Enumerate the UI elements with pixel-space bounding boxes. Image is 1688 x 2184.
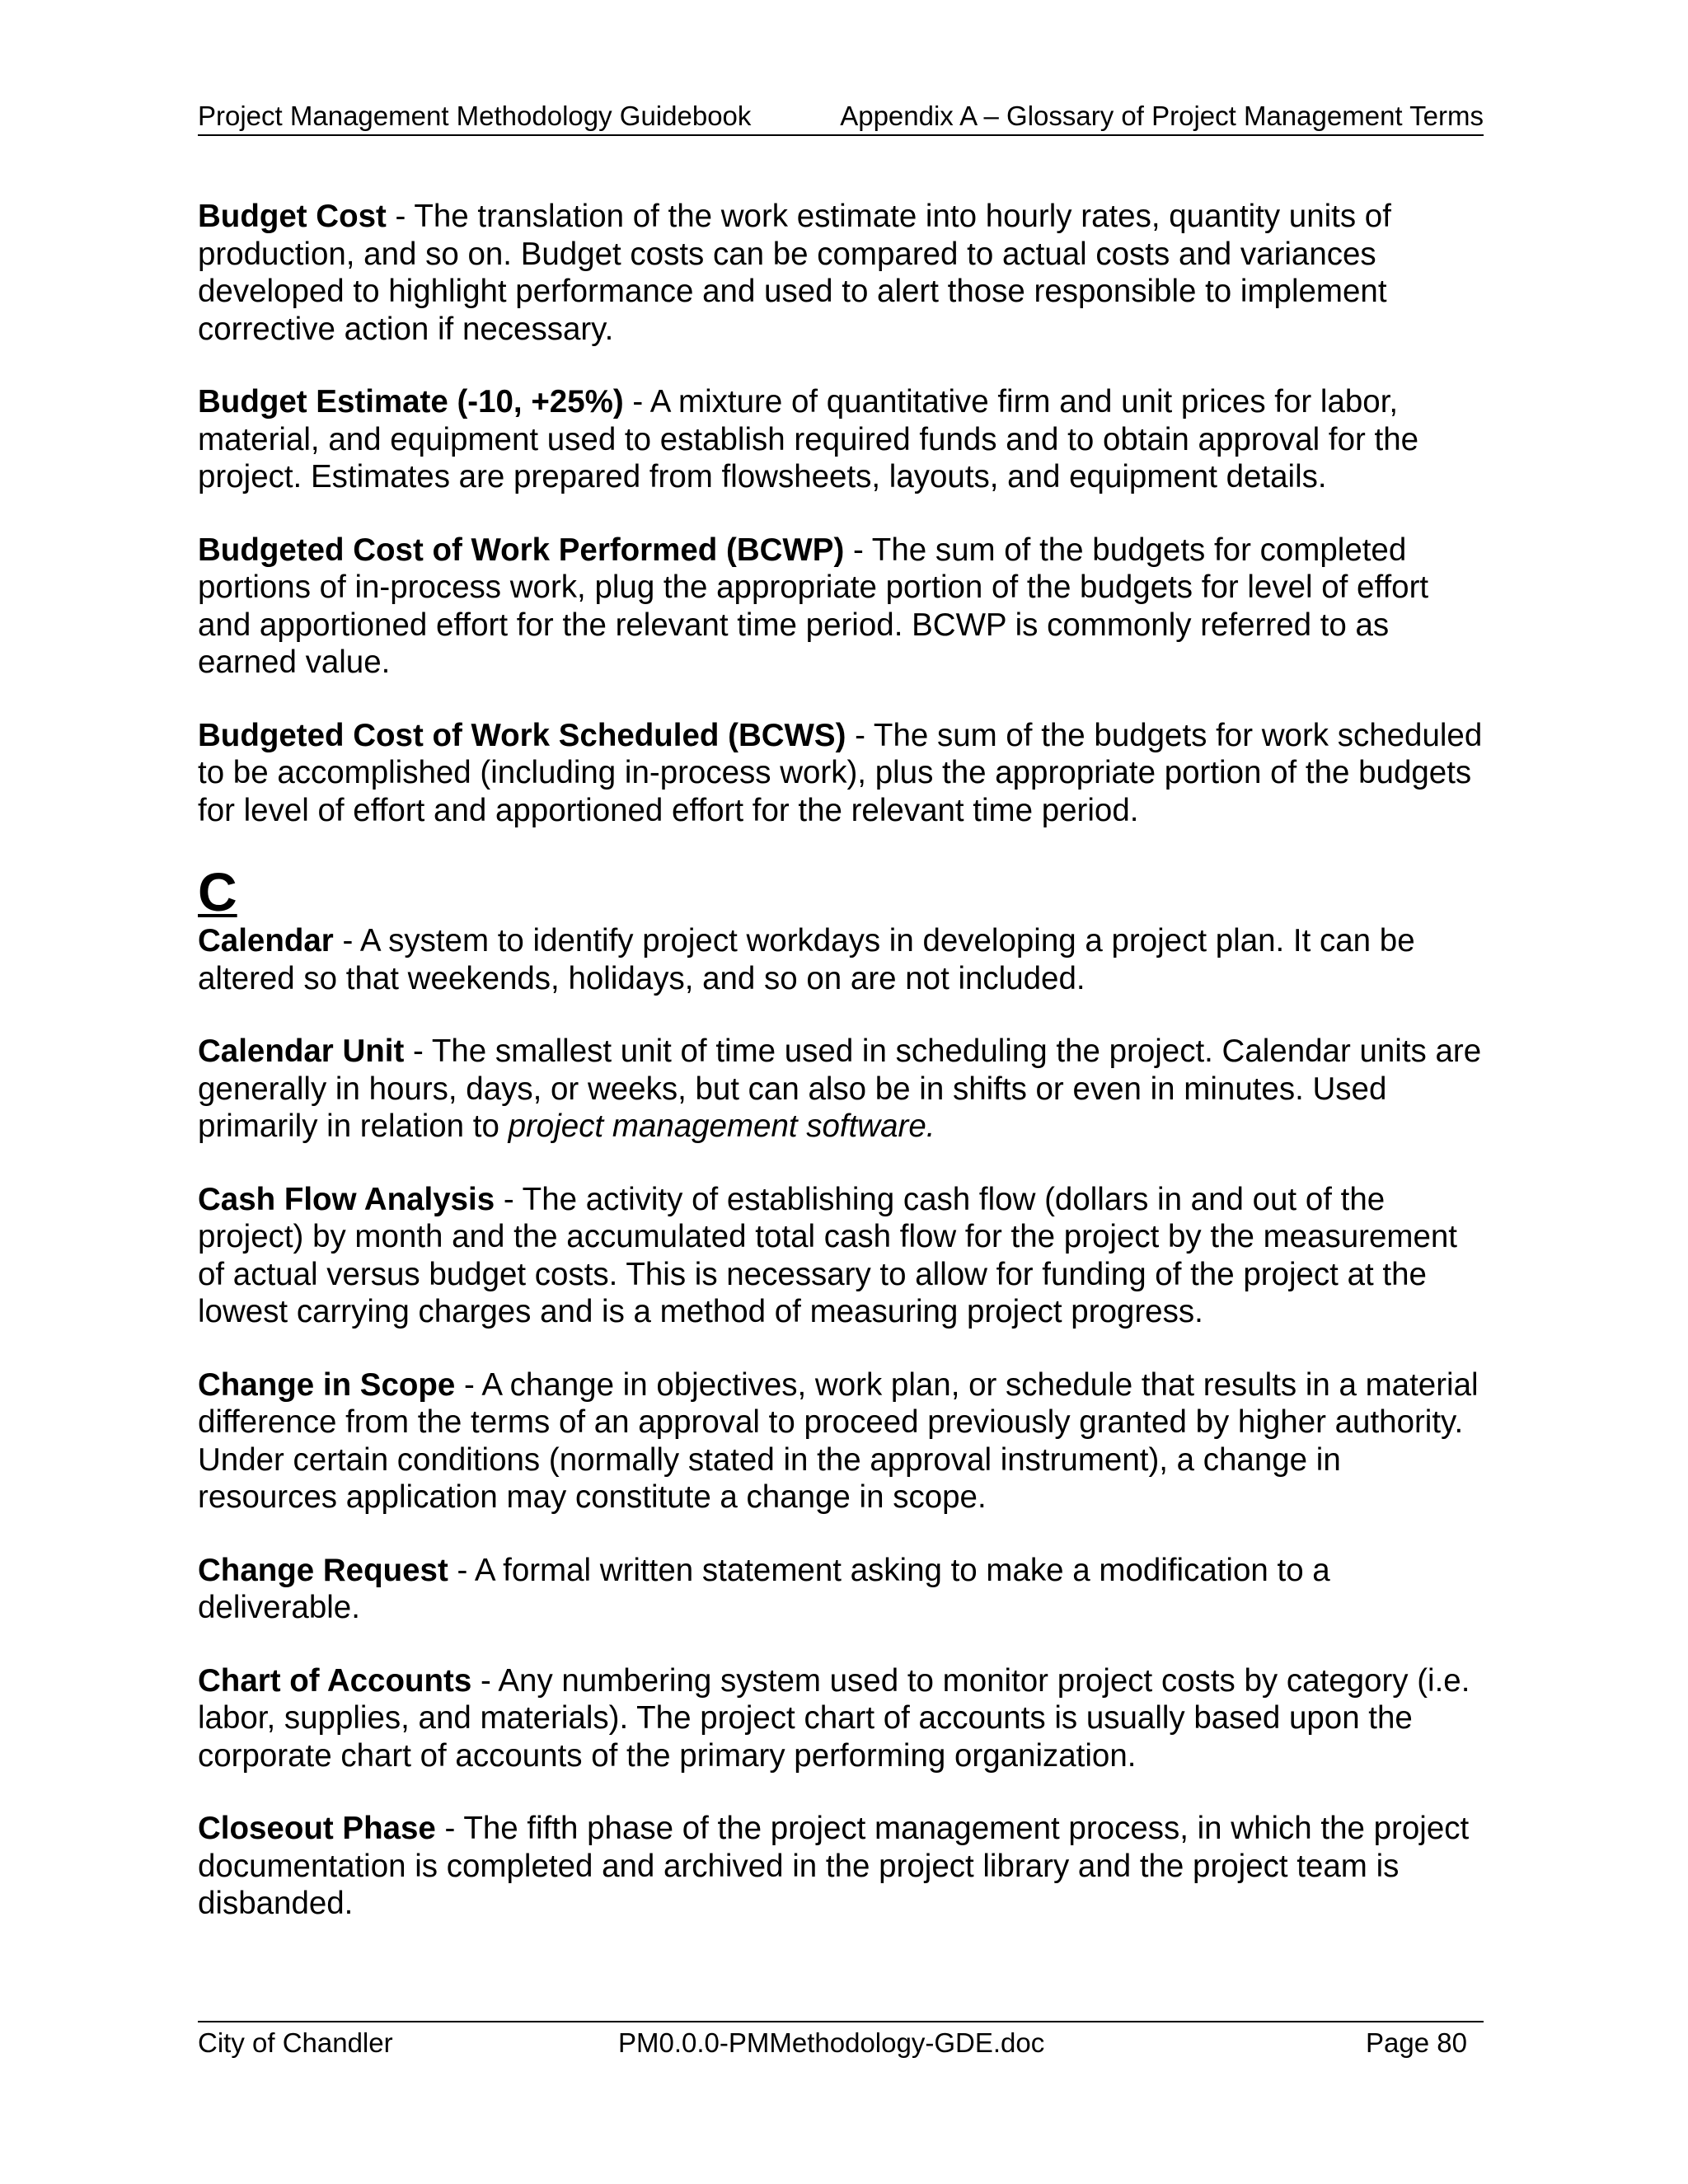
footer-organization: City of Chandler bbox=[198, 2027, 393, 2058]
glossary-term: Closeout Phase bbox=[198, 1811, 436, 1846]
glossary-term: Chart of Accounts bbox=[198, 1662, 472, 1699]
glossary-entry bbox=[198, 922, 1484, 997]
glossary-entry bbox=[198, 1181, 1484, 1331]
glossary-definition: - The sum of the budgets for work scheduled to be accomplished (including in-process work), plus the appropriate portion of the budgets for level of effort and apportioned effort for the relevant time period. bbox=[198, 717, 1483, 828]
glossary-entry bbox=[198, 532, 1484, 682]
glossary-term: Change Request bbox=[198, 1552, 448, 1588]
glossary-term: Calendar Unit bbox=[198, 1033, 405, 1069]
glossary-definition: - A system to identify project workdays in developing a project plan. It can be altered so that weekends, holidays, and so on are not included. bbox=[198, 923, 1415, 996]
glossary-entry bbox=[198, 1552, 1484, 1627]
glossary-definition: - A formal written statement asking to make a modification to a deliverable. bbox=[198, 1552, 1330, 1625]
glossary-term: Budget Estimate (-10, +25%) bbox=[198, 384, 624, 419]
glossary-definition-emphasis: project management software. bbox=[508, 1108, 935, 1144]
header-document-title: Project Management Methodology Guidebook bbox=[198, 101, 752, 131]
glossary-term: Budgeted Cost of Work Performed (BCWP) bbox=[198, 532, 845, 568]
header-section-title: Appendix A – Glossary of Project Management Terms bbox=[840, 101, 1484, 131]
glossary-definition: - The translation of the work estimate into hourly rates, quantity units of production, and so on. Budget costs can be compared to actual costs and variances developed to highlight performance and used to alert those responsible to implement corrective action if necessary. bbox=[198, 199, 1391, 347]
glossary-definition: - A mixture of quantitative firm and unit prices for labor, material, and equipment used to establish required funds and to obtain approval for the project. Estimates are prepared from flowsheets, layouts, and equipment details. bbox=[198, 384, 1419, 494]
glossary-entry bbox=[198, 717, 1484, 830]
footer-page-number: Page 80 bbox=[1366, 2027, 1467, 2058]
glossary-definition: - A change in objectives, work plan, or schedule that results in a material difference from the terms of an approval to proceed previously granted by higher authority. Under certain conditions (normally stated in the approval instrument), a change in resources application may constitute a change in scope. bbox=[198, 1366, 1479, 1515]
glossary-entry bbox=[198, 1033, 1484, 1146]
glossary-entry bbox=[198, 383, 1484, 496]
glossary-entry bbox=[198, 1810, 1484, 1923]
glossary-definition: - The activity of establishing cash flow (dollars in and out of the project) by month and the accumulated total cash flow for the project by the measurement of actual versus budget costs. This is necessary to allow for funding of the project at the lowest carrying charges and is a method of measuring project progress. bbox=[198, 1181, 1457, 1329]
glossary-entry bbox=[198, 1662, 1484, 1775]
glossary-term: Change in Scope bbox=[198, 1366, 456, 1403]
glossary-definition: - Any numbering system used to monitor project costs by category (i.e. labor, supplies, and materials). The project chart of accounts is usually based upon the corporate chart of accounts of the primary performing organization. bbox=[198, 1662, 1470, 1774]
glossary-definition: - The fifth phase of the project management process, in which the project documentation is completed and archived in the project library and the project team is disbanded. bbox=[198, 1811, 1470, 1921]
glossary-entry bbox=[198, 1366, 1484, 1516]
glossary-definition: - The smallest unit of time used in scheduling the project. Calendar units are generally in hours, days, or weeks, but can also be in shifts or even in minutes. Used primarily in relation to bbox=[198, 1033, 1482, 1144]
glossary-term: Cash Flow Analysis bbox=[198, 1181, 495, 1217]
glossary-term: Budgeted Cost of Work Scheduled (BCWS) bbox=[198, 717, 846, 753]
footer-filename: PM0.0.0-PMMethodology-GDE.doc bbox=[618, 2027, 1045, 2058]
glossary-term: Budget Cost bbox=[198, 199, 387, 234]
glossary-term: Calendar bbox=[198, 923, 334, 958]
glossary-definition: - The sum of the budgets for completed portions of in-process work, plug the appropriate portion of the budgets for level of effort and apportioned effort for the relevant time period. BCWP is commonly referred to as earned value. bbox=[198, 532, 1429, 680]
page-footer bbox=[198, 2021, 1484, 2064]
page-header bbox=[198, 97, 1484, 136]
glossary-content bbox=[198, 198, 1484, 1958]
glossary-entry bbox=[198, 198, 1484, 348]
section-letter-heading: C bbox=[198, 861, 237, 922]
